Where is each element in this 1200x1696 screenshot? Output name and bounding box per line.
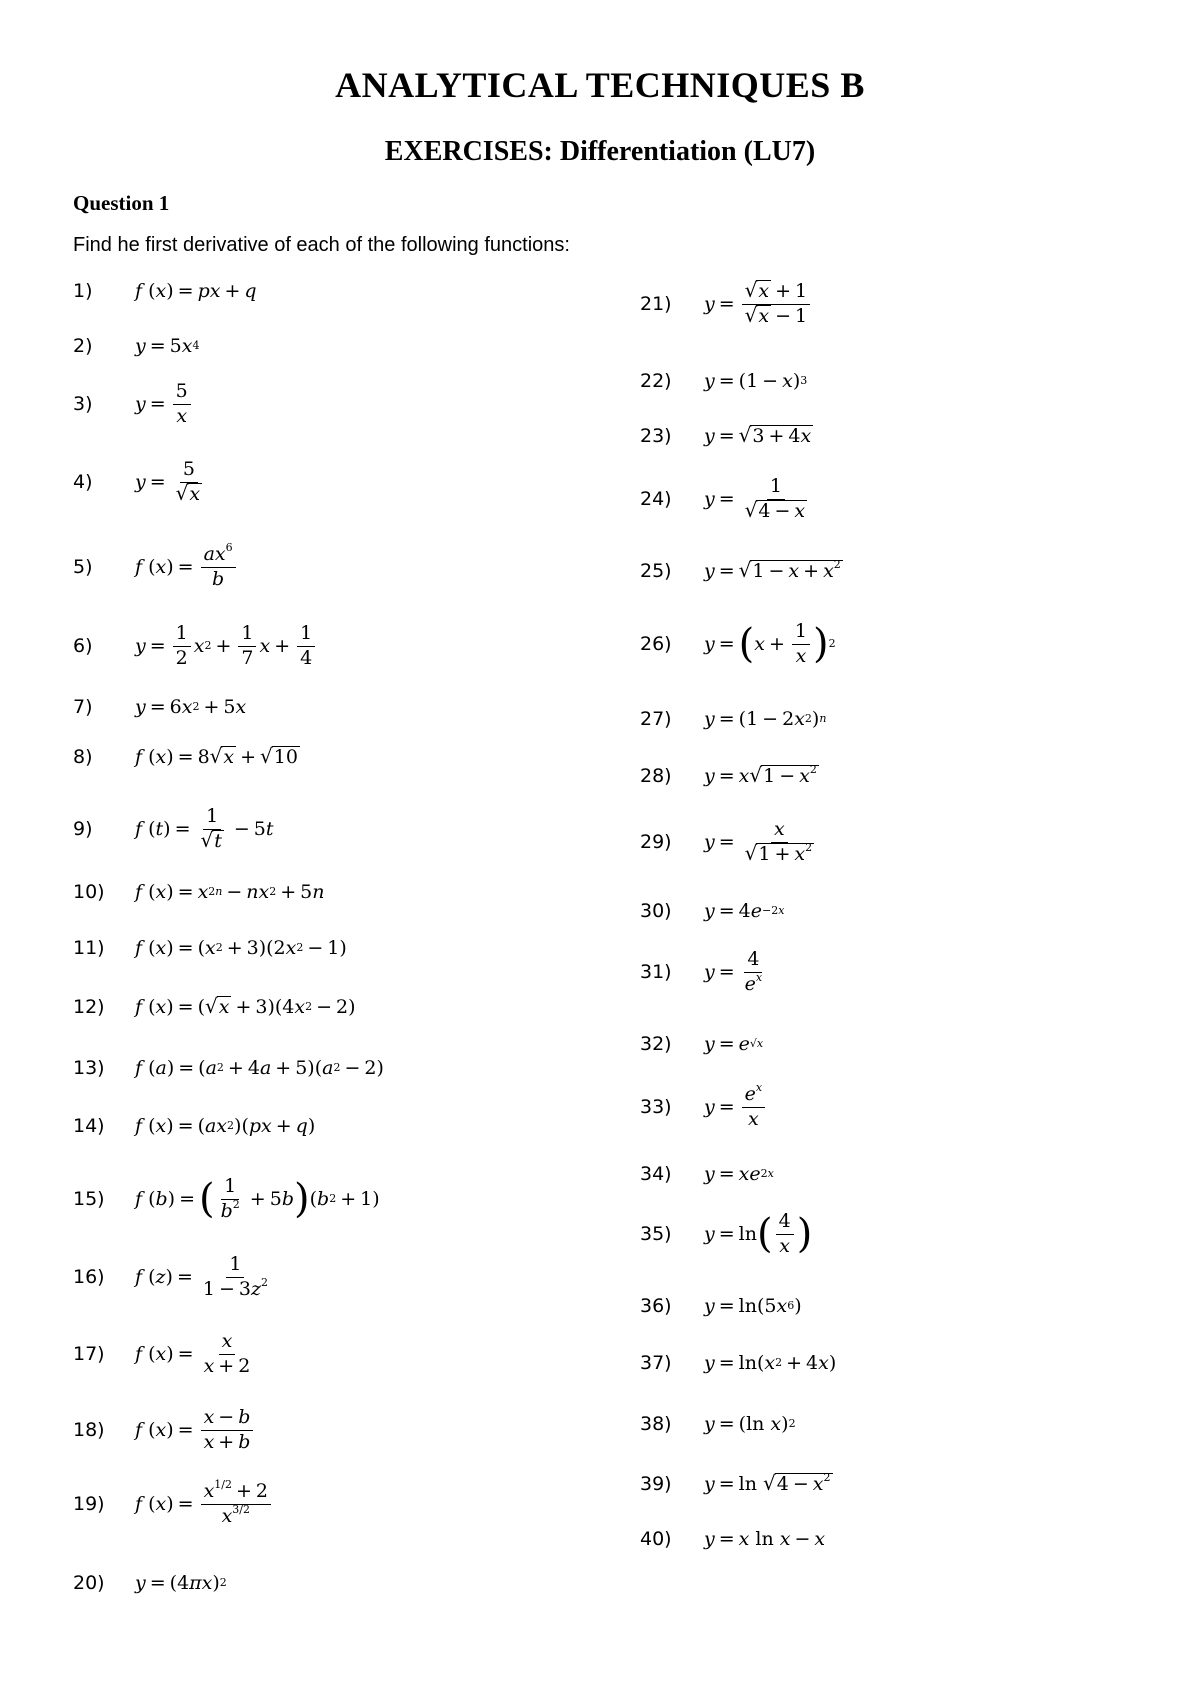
exercise-number: 38): [640, 1413, 672, 1435]
exercise-25: [640, 560, 843, 583]
exercise-16: [73, 1253, 274, 1302]
exercise-formula: y = 5 √ x: [135, 458, 201, 505]
exercise-22: [640, 370, 807, 392]
exercise-formula: y = ln √ $4 - x^2$: [704, 1471, 831, 1496]
exercise-formula: y = xe 2x: [704, 1163, 774, 1185]
exercise-number: 17): [73, 1343, 105, 1366]
exercise-40: [640, 1528, 825, 1550]
exercise-formula: y = x √ $1 - x^2$: [704, 763, 817, 788]
exercise-formula: y = $\frac{e^x}{x}$: [704, 1083, 768, 1132]
exercise-30: [640, 900, 784, 922]
exercise-number: 19): [73, 1493, 105, 1516]
exercise-formula: f ( x ) = $\frac{x - b}{x + b}$: [135, 1406, 256, 1455]
exercise-formula: y = $\frac{1}{2}$ x 2 + $\frac{1}{7}$ x + $\frac{1}{4}$: [135, 622, 318, 671]
exercise-10: [73, 881, 325, 903]
exercise-number: 11): [73, 937, 105, 959]
exercise-21: [640, 280, 813, 329]
exercise-26: [640, 620, 836, 669]
question-heading: Question 1: [73, 191, 170, 215]
exercise-37: [640, 1352, 836, 1374]
exercise-11: [73, 937, 347, 959]
exercise-number: 25): [640, 560, 672, 583]
exercise-19: [73, 1480, 274, 1529]
exercise-1: [73, 280, 257, 302]
exercise-number: 32): [640, 1033, 672, 1055]
exercise-formula: f ( x ) = $\frac{ax^6}{b}$: [135, 543, 239, 592]
exercise-32: [640, 1033, 763, 1055]
exercise-formula: y = $\frac{5}{x}$: [135, 380, 194, 429]
exercise-35: [640, 1210, 812, 1259]
exercise-number: 10): [73, 881, 105, 903]
exercise-formula: y = 1 √ 4 − x: [704, 475, 806, 522]
exercise-formula: y = √ x + 1 √ x − 1: [704, 280, 813, 329]
exercise-number: 14): [73, 1115, 105, 1137]
exercise-number: 33): [640, 1096, 672, 1119]
exercise-15: [73, 1175, 380, 1224]
exercise-formula: f ( x ) = ( √ x + 3)(4 x 2 − 2): [135, 994, 356, 1019]
exercise-formula: y = (4 πx ) 2: [135, 1572, 227, 1594]
exercise-36: [640, 1295, 802, 1317]
exercise-formula: y = 4 e −2x: [704, 900, 785, 922]
page-subtitle: EXERCISES: Differentiation (LU7): [384, 136, 816, 167]
exercise-number: 34): [640, 1163, 672, 1185]
exercise-number: 5): [73, 556, 93, 579]
exercise-20: [73, 1572, 227, 1594]
page-title: ANALYTICAL TECHNIQUES B: [335, 65, 865, 105]
exercise-formula: y = ln(5 x 6 ): [704, 1295, 802, 1317]
question-instruction: Find he first derivative of each of the following functions:: [73, 234, 570, 256]
exercise-number: 3): [73, 393, 93, 416]
exercise-formula: f ( x ) = x 2n − nx 2 + 5 n: [135, 881, 325, 903]
exercise-number: 8): [73, 746, 93, 769]
exercise-formula: f ( z ) = $\frac{1}{1 - 3z^2}$: [135, 1253, 268, 1300]
exercise-formula: y = $\frac{4}{e^x}$: [704, 948, 763, 995]
exercise-formula: y = 5 x 4: [135, 335, 200, 357]
exercise-24: [640, 475, 813, 524]
exercise-18: [73, 1406, 256, 1455]
exercise-formula: f ( x ) = 8 √ x + √ 10: [135, 744, 298, 769]
exercise-number: 40): [640, 1528, 672, 1550]
exercise-29: [640, 818, 820, 867]
exercise-8: [73, 746, 300, 769]
exercise-formula: y = x ln x − x: [704, 1528, 826, 1550]
exercise-number: 24): [640, 488, 672, 511]
exercise-number: 27): [640, 708, 672, 730]
exercise-formula: f ( t ) = 1 √ t − 5 t: [135, 805, 274, 852]
exercise-formula: f ( x ) = ( x 2 + 3)(2 x 2 − 1): [135, 937, 347, 959]
exercise-number: 7): [73, 696, 93, 718]
exercise-34: [640, 1163, 774, 1185]
exercise-number: 26): [640, 633, 672, 656]
exercise-31: [640, 948, 768, 997]
exercise-number: 28): [640, 765, 672, 788]
exercise-number: 20): [73, 1572, 105, 1594]
exercise-formula: f ( a ) = ( a 2 + 4 a + 5)( a 2 − 2): [135, 1057, 384, 1079]
exercise-number: 30): [640, 900, 672, 922]
exercise-2: [73, 335, 199, 357]
exercise-17: [73, 1330, 256, 1379]
exercise-number: 29): [640, 831, 672, 854]
exercise-number: 13): [73, 1057, 105, 1079]
exercise-formula: y = 6 x 2 + 5 x: [135, 696, 247, 718]
exercise-27: [640, 708, 826, 730]
exercise-number: 2): [73, 335, 93, 357]
exercise-number: 12): [73, 996, 105, 1019]
exercise-formula: y = √ 3 + 4x: [704, 423, 812, 448]
exercise-number: 1): [73, 280, 93, 302]
exercise-formula: f ( x ) = px + q: [135, 280, 257, 302]
exercise-number: 4): [73, 471, 93, 494]
exercise-14: [73, 1115, 315, 1137]
exercise-23: [640, 425, 813, 448]
exercise-formula: f ( x ) = ( ax 2 )( px + q ): [135, 1115, 316, 1137]
exercise-formula: y = e √x: [704, 1033, 764, 1055]
exercise-number: 36): [640, 1295, 672, 1317]
exercise-number: 37): [640, 1352, 672, 1374]
exercise-formula: y = ln( x 2 + 4 x ): [704, 1352, 837, 1374]
exercise-formula: y = (ln x ) 2: [704, 1413, 796, 1435]
exercise-number: 39): [640, 1473, 672, 1496]
exercise-39: [640, 1473, 833, 1496]
exercise-number: 31): [640, 961, 672, 984]
exercise-formula: y = ln ( $\frac{4}{x}$ ): [704, 1210, 813, 1258]
exercise-5: [73, 543, 239, 592]
exercise-formula: y = ( x + $\frac{1}{x}$ ) 2: [704, 620, 836, 668]
exercise-number: 22): [640, 370, 672, 392]
exercise-number: 9): [73, 818, 93, 841]
exercise-formula: f ( x ) = $\frac{x}{x + 2}$: [135, 1330, 251, 1377]
exercise-3: [73, 380, 194, 429]
exercise-9: [73, 805, 274, 854]
exercise-12: [73, 996, 356, 1019]
exercise-formula: y = (1 − 2 x 2 ) n: [704, 708, 827, 730]
exercise-formula: y = x √ $1 + x^2$: [704, 818, 813, 865]
exercise-formula: f ( x ) = $\frac{x^{1/2} + 2}{x^{3/2}}$: [135, 1480, 274, 1529]
exercise-28: [640, 765, 819, 788]
exercise-33: [640, 1083, 768, 1132]
exercise-number: 35): [640, 1223, 672, 1246]
exercise-formula: y = (1 − x ) 3: [704, 370, 808, 392]
exercise-number: 21): [640, 293, 672, 316]
exercise-number: 16): [73, 1266, 105, 1289]
exercise-13: [73, 1057, 384, 1079]
exercise-38: [640, 1413, 796, 1435]
exercise-number: 18): [73, 1419, 105, 1442]
exercise-6: [73, 622, 318, 671]
exercise-number: 6): [73, 635, 93, 658]
exercise-7: [73, 696, 246, 718]
exercise-number: 15): [73, 1188, 105, 1211]
exercise-formula: f ( b ) = ( $\frac{1}{b^2}$ + 5 b ) ( b 2 + 1): [135, 1175, 380, 1223]
exercise-formula: y = √ $1 - x + x^2$: [704, 558, 841, 583]
exercise-4: [73, 458, 208, 507]
exercise-number: 23): [640, 425, 672, 448]
